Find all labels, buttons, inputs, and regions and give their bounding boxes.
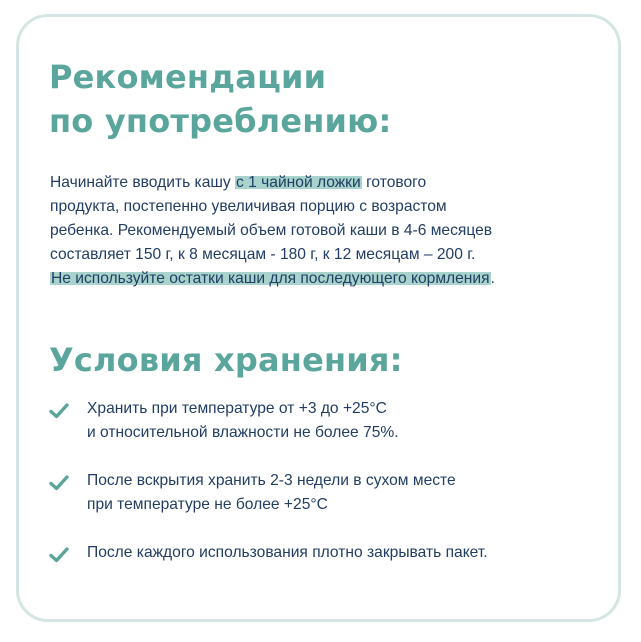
highlight-leftovers-warning: Не используйте остатки каши для последующего кормления <box>51 270 490 287</box>
paragraph-text: готового <box>361 174 427 191</box>
recommendations-title <box>49 55 391 143</box>
list-item-line: Хранить при температуре от +3 до +25°С <box>87 400 387 417</box>
check-icon <box>49 475 69 491</box>
list-item-line: и относительной влажности не более 75%. <box>87 424 399 441</box>
highlight-teaspoon: с 1 чайной ложки <box>236 174 361 191</box>
recommendations-paragraph <box>50 171 615 291</box>
paragraph-line-5 <box>50 267 615 291</box>
check-icon <box>49 547 69 563</box>
storage-title <box>49 338 403 382</box>
list-item-line: После вскрытия хранить 2-3 недели в сухом месте <box>87 472 456 489</box>
list-item-line: После каждого использования плотно закрывать пакет. <box>87 544 488 561</box>
paragraph-line-3: ребенка. Рекомендуемый объем готовой каши в 4-6 месяцев <box>50 222 493 239</box>
storage-title-text: Условия хранения: <box>49 341 403 379</box>
list-item <box>47 541 607 565</box>
paragraph-line-4: составляет 150 г, к 8 месяцам - 180 г, к 12 месяцам – 200 г. <box>50 246 476 263</box>
list-item-line: при температуре не более +25°С <box>87 496 328 513</box>
recommendations-title-line-1: Рекомендации <box>49 58 327 96</box>
recommendations-title-line-2: по употреблению: <box>49 102 392 140</box>
paragraph-line-1 <box>50 171 615 195</box>
paragraph-text: . <box>490 270 495 287</box>
list-item <box>47 469 607 517</box>
storage-list <box>47 397 607 589</box>
paragraph-line-2: продукта, постепенно увеличивая порцию с возрастом <box>50 198 447 215</box>
info-card <box>16 14 621 622</box>
list-item <box>47 397 607 445</box>
check-icon <box>49 403 69 419</box>
paragraph-text: Начинайте вводить кашу <box>50 174 236 191</box>
